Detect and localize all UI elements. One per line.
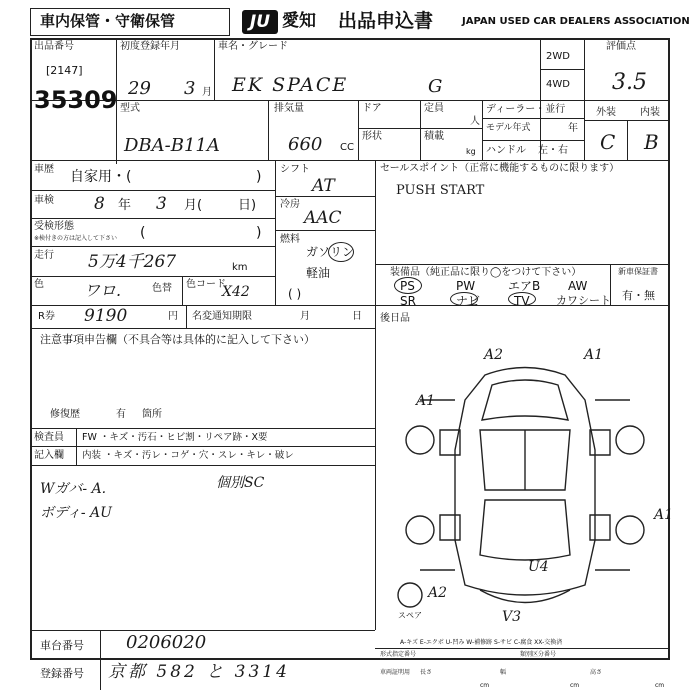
equip-sr: SR (400, 294, 416, 308)
cm-3: cm (655, 682, 665, 689)
diagram-a1-top: A1 (584, 347, 604, 363)
diagram-v3: V3 (502, 609, 522, 625)
divider (30, 465, 375, 466)
shift-label: シフト (280, 164, 310, 175)
equip-aw: AW (568, 279, 588, 293)
model-value: DBA-B11A (124, 135, 220, 156)
width-label: 幅 (500, 669, 507, 676)
shape-cert-label: 形式指定番号 (380, 651, 417, 658)
divider (358, 100, 359, 160)
chassis-value: 0206020 (126, 632, 207, 653)
association-name: JAPAN USED CAR DEALERS ASSOCIATION (462, 16, 690, 27)
mileage-label: 走行 (34, 250, 54, 261)
divider (375, 160, 376, 305)
history-close: ) (256, 169, 262, 185)
first-reg-label: 初度登録年月 (120, 41, 180, 52)
equip-navi: ナビ (456, 294, 481, 308)
color-change-label: 色替 (152, 283, 172, 294)
grade: G (428, 76, 443, 97)
inspection-day: 日) (238, 198, 257, 213)
inspection-year: 8 (94, 194, 105, 214)
2wd-label: 2WD (546, 51, 570, 62)
color-value: ワロ. (84, 281, 122, 300)
model-year-label: モデル年式 (486, 123, 531, 133)
divider (420, 100, 421, 160)
equip-navi-circle (450, 292, 481, 308)
rear-window-label: 後日品 (380, 313, 410, 324)
cc-unit: CC (340, 142, 354, 153)
divider (30, 446, 375, 447)
length-label: 長さ (420, 669, 433, 676)
tax-day: 日 (352, 311, 362, 322)
displacement-label: 排気量 (274, 103, 304, 114)
storage-note: 車内保管・守衛保管 (40, 12, 176, 30)
inspection-label: 車検 (34, 195, 54, 206)
equip-ps: PS (400, 279, 415, 293)
door-label: ドア (362, 103, 382, 114)
history-value: 自家用・( (70, 169, 132, 185)
chassis-label: 車台番号 (40, 639, 84, 652)
capacity-label: 定員 (424, 103, 444, 114)
interior-grade: B (644, 130, 659, 154)
divider (482, 140, 584, 141)
fuel-diesel: 軽油 (306, 266, 331, 280)
divider (30, 100, 670, 101)
repair-have: 有 (116, 409, 126, 420)
interior-label: 内装 (640, 107, 660, 118)
diagram-a1-left: A1 (416, 393, 436, 409)
equip-airbag: エアB (508, 279, 541, 293)
yen-unit: 円 (168, 311, 178, 322)
exterior-grade: C (600, 130, 616, 154)
model-label: 型式 (120, 103, 140, 114)
divider (30, 630, 375, 631)
shift-value: AT (312, 176, 335, 196)
divider (30, 218, 275, 219)
divider (182, 276, 183, 305)
divider (76, 428, 77, 465)
handwritten-note-3: 個別SC (216, 475, 265, 491)
history-label: 車歴 (34, 164, 54, 175)
score-label: 評価点 (606, 41, 636, 52)
cm-1: cm (480, 682, 490, 689)
car-name: EK SPACE (232, 74, 349, 96)
divider (375, 264, 670, 265)
receive-open: ( (140, 225, 146, 241)
diagram-a2-top: A2 (484, 347, 504, 363)
km-unit: km (232, 262, 248, 273)
handle-label: ハンドル (486, 145, 526, 156)
fuel-label: 燃料 (280, 234, 300, 245)
name-label: 車名・グレード (218, 41, 288, 52)
divider (30, 246, 275, 247)
handwritten-note-2: ボディ- AU (40, 505, 112, 521)
reg-year: 29 (128, 78, 151, 99)
score-value: 3.5 (612, 70, 647, 95)
ju-logo (242, 10, 278, 34)
notes-label: 注意事項申告欄（不具合等は具体的に記入して下さい） (40, 333, 315, 346)
load-label: 積載 (424, 131, 444, 142)
color-code-label: 色コード (186, 279, 226, 290)
inspector-row1: FW ・キズ・汚石・ヒビ割・リペア跡・X要 (82, 432, 268, 443)
divider (276, 230, 376, 231)
equip-ps-circle (394, 277, 422, 294)
height-label: 高さ (590, 669, 603, 676)
diagram-u4: U4 (528, 559, 549, 575)
divider (30, 160, 670, 161)
divider (540, 38, 541, 160)
form-title: 出品申込書 (338, 10, 434, 32)
equip-tv: TV (514, 294, 530, 308)
mileage-value: 5万4千267 (88, 252, 177, 272)
kg-unit: kg (466, 147, 476, 156)
receive-label: 受検形態 (34, 221, 74, 232)
4wd-label: 4WD (546, 79, 570, 90)
inspector-row2: 内装 ・キズ・汚レ・コゲ・穴・スレ・キレ・破レ (82, 450, 294, 461)
divider (214, 38, 215, 100)
entry-label: 記入欄 (34, 450, 64, 461)
sales-text: PUSH START (396, 183, 485, 198)
divider (30, 190, 275, 191)
divider (30, 428, 375, 429)
equipment-label: 装備品（純正品に限り◯をつけて下さい） (390, 267, 582, 278)
shape-label: 形状 (362, 131, 382, 142)
handle-value: 左・右 (538, 145, 568, 156)
inspection-year-unit: 年 (118, 198, 132, 213)
divider (275, 160, 276, 305)
inspection-month: 3 (156, 194, 167, 214)
divider (30, 658, 375, 659)
spare-label: スペア (398, 611, 422, 620)
lot-small: [2147] (46, 64, 83, 77)
lot-number: 35309 (34, 86, 118, 114)
ac-label: 冷房 (280, 199, 300, 210)
divider (276, 196, 376, 197)
r-label: R券 (38, 311, 55, 322)
divider (30, 328, 375, 329)
divider (358, 128, 482, 129)
branch-name: 愛知 (282, 11, 316, 31)
car-damage-diagram (380, 340, 670, 630)
divider (584, 38, 585, 160)
warranty-value: 有・無 (622, 289, 655, 302)
year-unit: 年 (568, 123, 578, 134)
divider (375, 648, 670, 649)
equip-kawa-seat: カワシート (556, 294, 611, 307)
damage-legend: A-キズ E-エクボ U-凹み W-補修跡 S-サビ C-腐食 XX-交換済 (400, 639, 563, 646)
diagram-a1-right: A1 (654, 507, 674, 523)
dealer-label: ディーラー・並行 (486, 104, 566, 115)
cert-length-label: 車両証明用 (380, 669, 411, 676)
divider (482, 100, 483, 160)
plate-label: 登録番号 (40, 667, 84, 680)
divider (100, 630, 101, 690)
diagram-a2-bottom: A2 (428, 585, 448, 601)
repair-place: 箇所 (142, 409, 162, 420)
divider (186, 305, 187, 328)
receive-close: ) (256, 225, 262, 241)
month-unit: 月 (202, 87, 212, 98)
displacement-value: 660 (288, 134, 323, 155)
class-cert-label: 類別区分番号 (520, 651, 557, 658)
cm-2: cm (570, 682, 580, 689)
sales-label: セールスポイント（正常に機能するものに限ります） (380, 163, 620, 174)
color-code-value: X42 (222, 284, 250, 300)
divider (30, 276, 275, 277)
exterior-label: 外装 (596, 107, 616, 118)
equip-tv-circle (508, 292, 536, 306)
ac-value: AAC (304, 208, 342, 228)
divider (482, 118, 584, 119)
lot-label: 出品番号 (34, 41, 74, 52)
receive-note: ※検付きの方は記入して下さい (34, 235, 118, 242)
fuel-gas-circle (328, 242, 354, 262)
tax-month: 月 (300, 311, 310, 322)
plate-value: 京都 582 と 3314 (108, 662, 290, 682)
person-unit: 人 (470, 116, 480, 127)
tax-label: 名変通知期限 (192, 311, 252, 322)
ju-logo-text: JU (249, 12, 271, 32)
warranty-label: 新車保証書 (618, 267, 658, 276)
color-label: 色 (34, 279, 44, 290)
divider (627, 120, 628, 160)
reg-month: 3 (184, 78, 196, 99)
divider (268, 100, 269, 160)
fuel-gas: ガソリン (306, 245, 355, 259)
divider (540, 69, 584, 70)
r-value: 9190 (84, 306, 128, 326)
inspector-label: 検査員 (34, 432, 64, 443)
fuel-paren: ( ) (288, 287, 302, 301)
repair-label: 修復歴 (50, 409, 80, 420)
equip-pw: PW (456, 279, 476, 293)
handwritten-note-1: Wガバ- A. (40, 481, 107, 497)
divider (375, 305, 376, 630)
inspection-month-unit: 月( (184, 198, 203, 213)
